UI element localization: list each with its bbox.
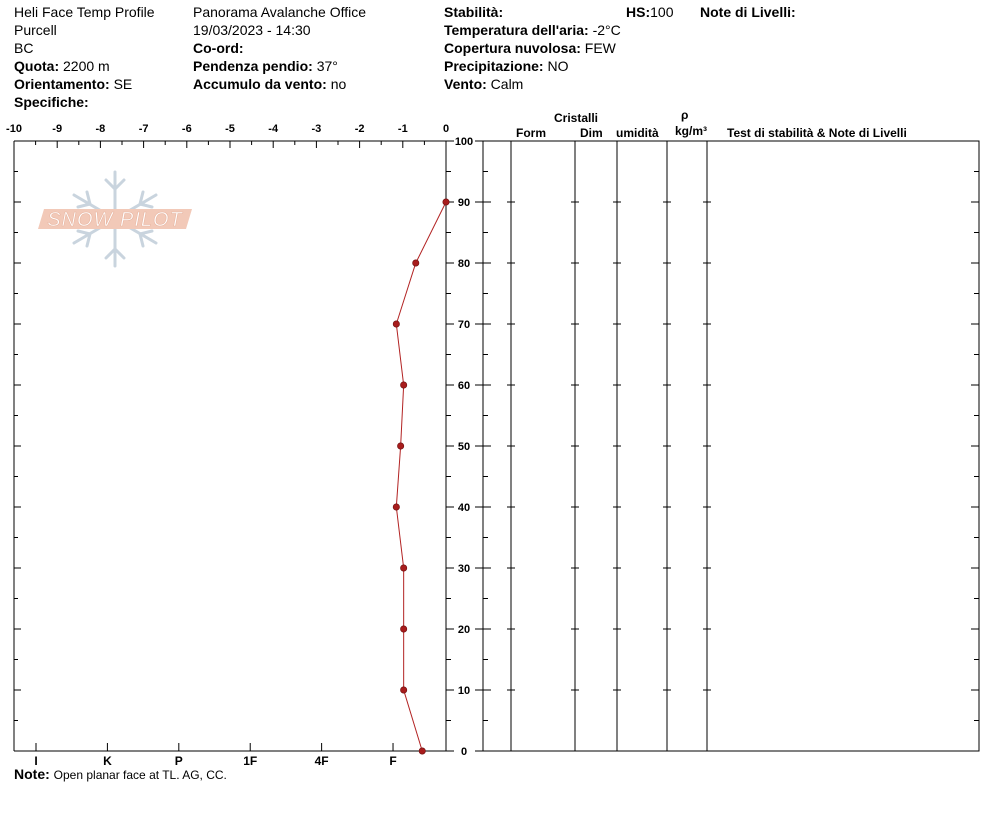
stability-notes-header: Test di stabilità & Note di Livelli <box>727 126 907 140</box>
temperature-point <box>413 260 419 266</box>
temperature-point <box>393 321 399 327</box>
note-value: Open planar face at TL. AG, CC. <box>53 768 227 782</box>
height-tick-label: 90 <box>457 197 471 209</box>
height-tick-label: 60 <box>457 380 471 392</box>
temp-tick-label: -1 <box>397 123 408 135</box>
height-tick-label: 100 <box>454 136 474 148</box>
size-header: Dim <box>580 126 603 140</box>
height-tick-label: 0 <box>460 746 468 758</box>
temperature-point <box>397 443 403 449</box>
profile-name: Heli Face Temp Profile <box>14 4 155 20</box>
air-temp-label: Temperatura dell'aria: <box>444 22 589 38</box>
hardness-tick-label: K <box>103 754 112 768</box>
layers-table <box>483 141 979 751</box>
temp-tick-label: -7 <box>138 123 149 135</box>
table-frame <box>483 141 979 751</box>
temperature-profile-line <box>396 202 446 751</box>
specifics-label: Specifiche: <box>14 94 89 110</box>
temp-tick-label: 0 <box>442 123 450 135</box>
wind-loading-value: no <box>330 76 347 92</box>
temp-tick-label: -8 <box>95 123 106 135</box>
precip-label: Precipitazione: <box>444 58 544 74</box>
height-tick-label: 80 <box>457 258 471 270</box>
temperature-point <box>400 626 406 632</box>
temp-tick-label: -9 <box>52 123 63 135</box>
temp-tick-label: -10 <box>6 123 22 135</box>
layer-notes-label: Note di Livelli: <box>700 4 796 20</box>
temp-tick-label: -2 <box>354 123 365 135</box>
snowpilot-logo <box>38 172 192 266</box>
operation: Panorama Avalanche Office <box>193 4 367 20</box>
temperature-point <box>419 748 425 754</box>
hardness-tick-label: 4F <box>314 754 329 768</box>
rho-header: ρ <box>681 108 689 122</box>
temp-tick-label: -6 <box>181 123 192 135</box>
height-tick-label: 20 <box>457 624 471 636</box>
note-label: Note: <box>14 766 50 782</box>
hs-label: HS: <box>626 4 651 20</box>
wind-loading-label: Accumulo da vento: <box>193 76 327 92</box>
elevation-value: 2200 m <box>63 58 110 74</box>
height-tick-label: 70 <box>457 319 471 331</box>
temperature-point <box>393 504 399 510</box>
height-tick-label: 50 <box>457 441 471 453</box>
coords-label: Co-ord: <box>193 40 244 56</box>
stability-label: Stabilità: <box>444 4 504 20</box>
temp-tick-label: -5 <box>225 123 235 135</box>
logo-text: SNOW PILOT <box>47 209 183 231</box>
hardness-tick-label: I <box>34 754 38 768</box>
slope-value: 37° <box>316 58 338 74</box>
datetime: 19/03/2023 - 14:30 <box>193 22 311 38</box>
form-header: Form <box>516 126 546 140</box>
temperature-point <box>400 382 406 388</box>
temp-tick-label: -4 <box>268 123 279 135</box>
temp-tick-label: -3 <box>311 123 322 135</box>
height-tick-label: 30 <box>457 563 471 575</box>
sky-value: FEW <box>584 40 616 56</box>
height-tick-label: 40 <box>457 502 471 514</box>
height-tick-label: 10 <box>457 685 471 697</box>
temperature-point <box>443 199 449 205</box>
moisture-header: umidità <box>616 126 659 140</box>
temperature-point <box>400 687 406 693</box>
hardness-tick-label: F <box>389 754 397 768</box>
province: BC <box>14 40 34 56</box>
hardness-tick-label: 1F <box>243 754 258 768</box>
wind-value: Calm <box>490 76 524 92</box>
aspect-label: Orientamento: <box>14 76 110 92</box>
air-temp-value: -2°C <box>592 22 621 38</box>
elevation-label: Quota: <box>14 58 60 74</box>
temperature-point <box>400 565 406 571</box>
range: Purcell <box>14 22 57 38</box>
density-unit-header: kg/m³ <box>675 124 708 138</box>
precip-value: NO <box>547 58 569 74</box>
hardness-tick-label: P <box>174 754 183 768</box>
crystals-header: Cristalli <box>554 111 599 125</box>
hs-value: 100 <box>650 4 674 20</box>
sky-label: Copertura nuvolosa: <box>444 40 581 56</box>
slope-label: Pendenza pendio: <box>193 58 313 74</box>
aspect-value: SE <box>113 76 133 92</box>
wind-label: Vento: <box>444 76 487 92</box>
